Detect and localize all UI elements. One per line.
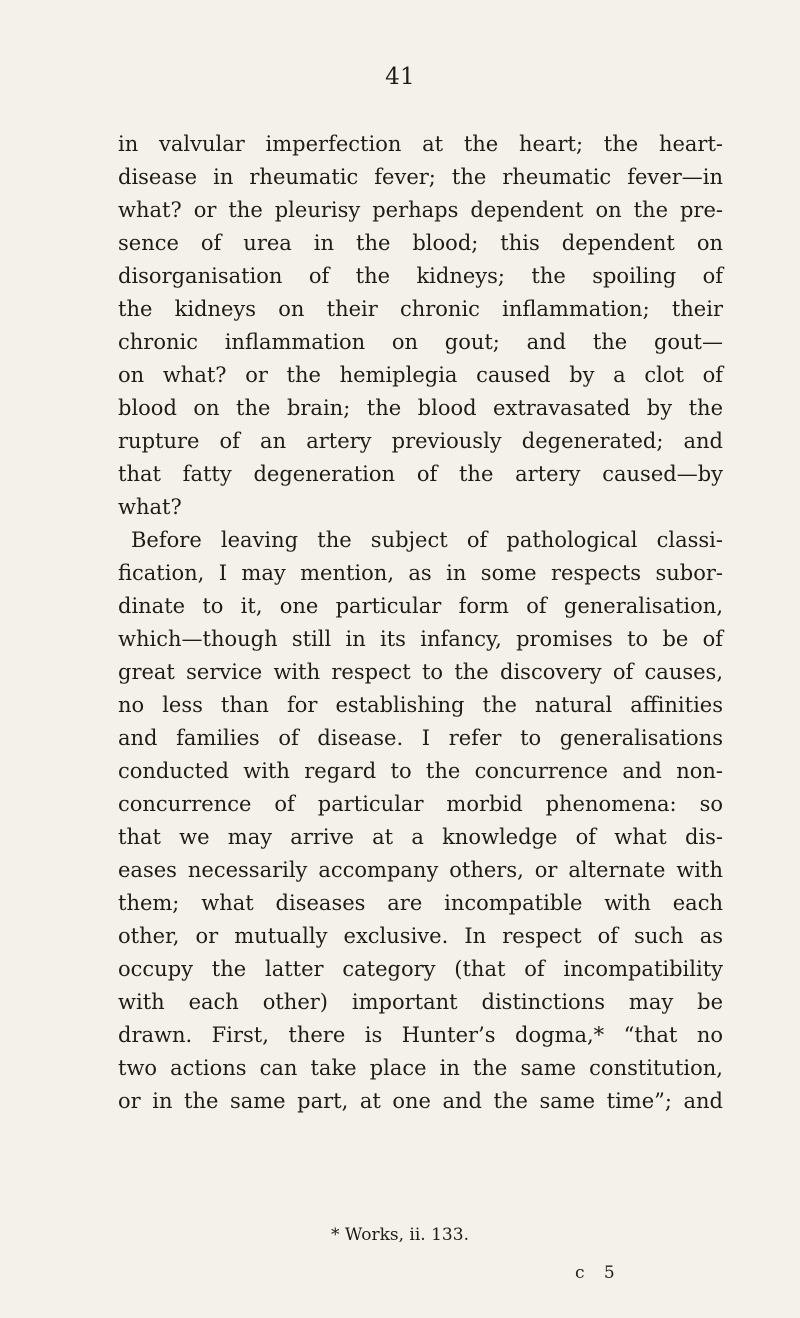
text-line: and families of disease. I refer to generalisations: [118, 726, 723, 750]
text-line: chronic inflammation on gout; and the gout—: [118, 330, 723, 354]
text-line: occupy the latter category (that of incompatibility: [118, 957, 723, 981]
text-line: no less than for establishing the natural affinities: [118, 693, 723, 717]
text-line: that we may arrive at a knowledge of what dis-: [118, 825, 723, 849]
text-line: them; what diseases are incompatible with each: [118, 891, 723, 915]
text-line: sence of urea in the blood; this dependent on: [118, 231, 723, 255]
text-line: disorganisation of the kidneys; the spoiling of: [118, 264, 723, 288]
body-text: [118, 128, 723, 1118]
text-line: drawn. First, there is Hunter’s dogma,* “that no: [118, 1023, 723, 1047]
page-number: 41: [385, 64, 415, 90]
text-line: blood on the brain; the blood extravasated by the: [118, 396, 723, 420]
text-line: conducted with regard to the concurrence and non-: [118, 759, 723, 783]
text-line: dinate to it, one particular form of generalisation,: [118, 594, 723, 618]
text-line: the kidneys on their chronic inflammation; their: [118, 297, 723, 321]
text-line: great service with respect to the discovery of causes,: [118, 660, 723, 684]
text-line: with each other) important distinctions may be: [118, 990, 723, 1014]
text-line: two actions can take place in the same constitution,: [118, 1056, 723, 1080]
signature-mark: c 5: [575, 1263, 622, 1283]
text-line: on what? or the hemiplegia caused by a clot of: [118, 363, 723, 387]
text-line: what?: [118, 495, 182, 519]
text-line: in valvular imperfection at the heart; the heart-: [118, 132, 723, 156]
text-line: what? or the pleurisy perhaps dependent on the pre-: [118, 198, 723, 222]
text-line: concurrence of particular morbid phenomena: so: [118, 792, 723, 816]
text-line: disease in rheumatic fever; the rheumatic fever—in: [118, 165, 723, 189]
footnote: * Works, ii. 133.: [331, 1225, 469, 1245]
text-line: fication, I may mention, as in some respects subor-: [118, 561, 723, 585]
text-line: eases necessarily accompany others, or alternate with: [118, 858, 723, 882]
text-line: other, or mutually exclusive. In respect of such as: [118, 924, 723, 948]
text-line: or in the same part, at one and the same time”; and: [118, 1089, 723, 1113]
text-line: rupture of an artery previously degenerated; and: [118, 429, 723, 453]
text-line: that fatty degeneration of the artery caused—by: [118, 462, 723, 486]
text-line: Before leaving the subject of pathological classi-: [131, 528, 723, 552]
text-line: which—though still in its infancy, promises to be of: [118, 627, 723, 651]
